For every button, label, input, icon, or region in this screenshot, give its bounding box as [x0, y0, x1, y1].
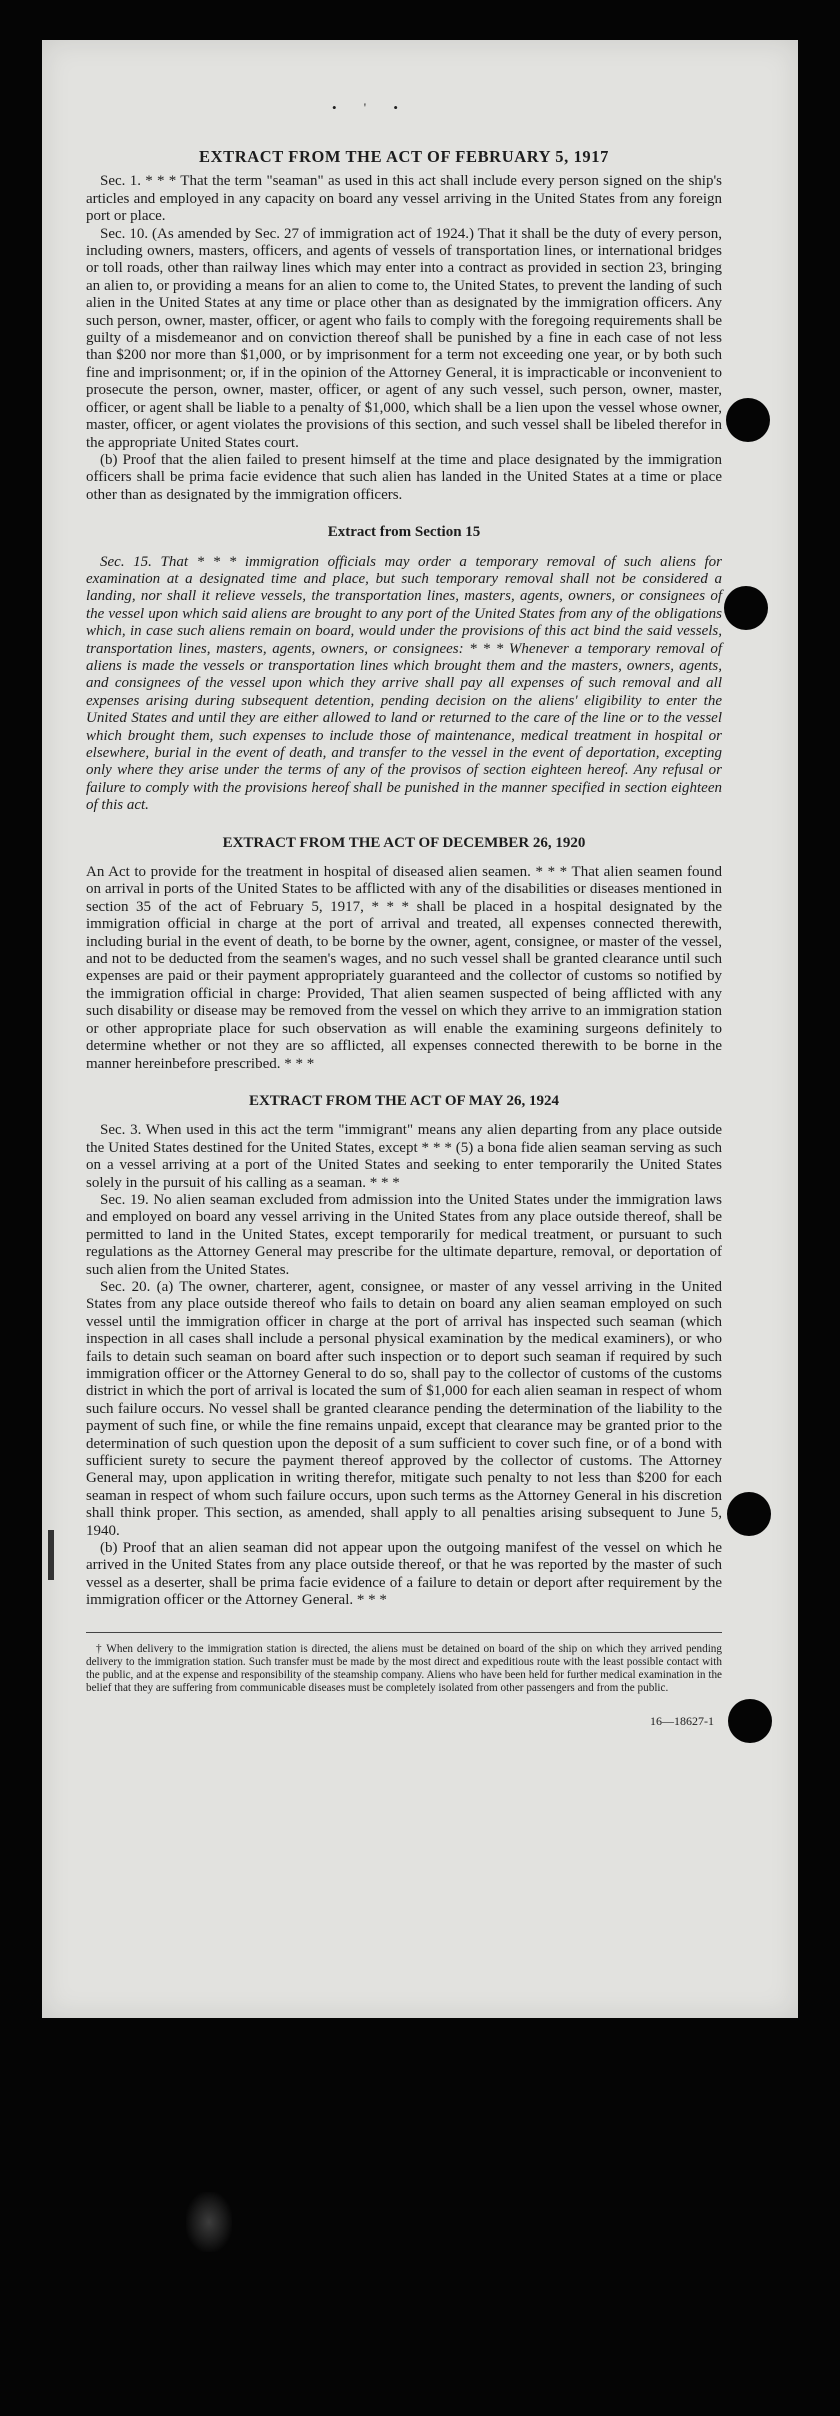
punch-hole — [726, 398, 770, 442]
heading-section-15: Extract from Section 15 — [327, 524, 481, 541]
heading-act-1924: EXTRACT FROM THE ACT OF MAY 26, 1924 — [248, 1092, 560, 1109]
heading-act-1917: EXTRACT FROM THE ACT OF FEBRUARY 5, 1917 — [199, 147, 609, 166]
section-15-paragraph: Sec. 15. That * * * immigration officials may order a temporary removal of such aliens for examination at a designated time and place, but such temporary removal shall not be considered a landing, nor shall it relieve vessels, the transportation lines, masters, agents, owners, or consignees of the vessel upon which said aliens are brought to any port of the United States from any of the obligations which, in case such aliens remain on board, would under the provisions of this act bind the said vessels, transportation lines, masters, agents, owners, or consignees: * * * Whenever a temporary removal of aliens is made the vessels or transportation lines which brought them and the masters, owners, agents, and consignees of the vessel upon which they arrive shall pay all expenses of such removal and all expenses arising during subsequent detention, pending decision on the aliens' eligibility to enter the United States and until they are either allowed to land or returned to the care of the line or to the vessel which brought them, such expenses to include those of maintenance, medical treatment in hospital or elsewhere, burial in the event of death, and transfer to the vessel in the event of deportation, excepting only where they arise under the terms of any of the provisos of section eighteen hereof. Any refusal or failure to comply with the provisions hereof shall be punished in the manner specified in section eighteen of this act. — [86, 553, 722, 814]
act-1920-paragraph: An Act to provide for the treatment in hospital of diseased alien seamen. * * * That alien seamen found on arrival in ports of the United States to be afflicted with any of the disabilities or diseases mentioned in section 35 of the act of February 5, 1917, * * * shall be placed in a hospital designated by the immigration official in charge at the port of arrival and treated, all expenses connected therewith, including burial in the event of death, to be borne by the owner, agent, consignee, or master of the vessel, and not to be deducted from the seamen's wages, and no such vessel shall be granted clearance until such expenses are paid or their payment appropriately guaranteed and the collector of customs so notified by the immigration official in charge: Provided, That alien seamen suspected of being afflicted with any such disability or disease may be removed from the vessel on which they arrive to an immigration station or other appropriate place for such observation as will enable the examining surgeons definitely to determine whether or not they are so afflicted, all expenses connected therewith to be borne in the manner hereinbefore prescribed. * * * — [86, 864, 722, 1072]
punch-hole — [727, 1492, 771, 1536]
print-code: 16—18627-1 — [650, 1713, 714, 1728]
edge-mark — [48, 1530, 54, 1580]
heading-act-1920: EXTRACT FROM THE ACT OF DECEMBER 26, 1920 — [222, 834, 586, 851]
punch-hole — [728, 1699, 772, 1743]
section-3-paragraph: Sec. 3. When used in this act the term "immigrant" means any alien departing from any place outside the United States destined for the United States, except * * * (5) a bona fide alien seaman serving as such on a vessel arriving at a port of the United States and seeking to enter temporarily the United States solely in the pursuit of his calling as a seaman. * * * — [86, 1122, 722, 1191]
document-body — [86, 148, 722, 1730]
section-20b-paragraph: (b) Proof that an alien seaman did not appear upon the outgoing manifest of the vessel on which he arrived in the United States from any place outside thereof, or that he was reported by the master of such vessel as a deserter, shall be prima facie evidence of a failure to detain or deport after requirement by the immigration officer or the Attorney General. * * * — [86, 1540, 722, 1609]
top-marks: • ' • — [332, 100, 410, 115]
section-1-paragraph: Sec. 1. * * * That the term "seaman" as used in this act shall include every person signed on the ship's articles and employed in any capacity on board any vessel arriving in the United States from any foreign port or place. — [86, 173, 722, 225]
punch-hole — [724, 586, 768, 630]
footnote: † When delivery to the immigration station is directed, the aliens must be detained on board of the ship on which they arrived pending delivery to the immigration station. Such transfer must be made by the most direct and expeditious route with the least possible contact with the public, and at the expense and responsibility of the steamship company. Aliens who have been held for further medical examination in the belief that they are suffering from communicable diseases must be completely isolated from other passengers and from the public. — [86, 1632, 722, 1695]
section-20a-paragraph: Sec. 20. (a) The owner, charterer, agent, consignee, or master of any vessel arriving in the United States from any place outside thereof who fails to detain on board any alien seaman employed on such vessel until the immigration officer in charge at the port of arrival has inspected such seaman (which inspection in all cases shall include a personal physical examination by the medical examiners), or who fails to detain such seaman on board after such inspection or to deport such seaman if required by such immigration officer or the Attorney General to do so, shall pay to the collector of customs of the customs district in which the port of arrival is located the sum of $1,000 for each alien seaman in respect of whom such failure occurs. No vessel shall be granted clearance pending the determination of the liability to the payment of such fine, or while the fine remains unpaid, except that clearance may be granted prior to the determination of such question upon the deposit of a sum sufficient to cover such fine, or of a bond with sufficient surety to secure the payment thereof approved by the collector of customs. The Attorney General may, upon application in writing therefor, mitigate such penalty to not less than $200 for each seaman in respect of whom such failure occurs, upon such terms as the Attorney General in his discretion shall think proper. This section, as amended, shall apply to all penalties arising subsequent to June 5, 1940. — [86, 1278, 722, 1539]
section-10b-paragraph: (b) Proof that the alien failed to present himself at the time and place designated by the immigration officers shall be prima facie evidence that such alien has landed in the United States at a time or place other than as designated by the immigration officers. — [86, 451, 722, 503]
smudge-mark — [186, 2192, 232, 2252]
section-19-paragraph: Sec. 19. No alien seaman excluded from admission into the United States under the immigration laws and employed on board any vessel arriving in the United States from any place outside thereof, shall be permitted to land in the United States, except temporarily for medical treatment, or pursuant to such regulations as the Attorney General may prescribe for the ultimate departure, removal, or deportation of such alien from the United States. — [86, 1191, 722, 1278]
section-10-paragraph: Sec. 10. (As amended by Sec. 27 of immigration act of 1924.) That it shall be the duty of every person, including owners, masters, officers, and agents of vessels of transportation lines, or international bridges or toll roads, other than railway lines which may enter into a contract as provided in section 23, bringing an alien to, or providing a means for an alien to come to, the United States, to prevent the landing of such alien in the United States at any time or place other than as designated by the immigration officers. Any such person, owner, master, officer, or agent who fails to comply with the foregoing requirements shall be guilty of a misdemeanor and on conviction thereof shall be punished by a fine in each case of not less than $200 nor more than $1,000, or by imprisonment for a term not exceeding one year, or by both such fine and imprisonment; or, if in the opinion of the Attorney General, it is impracticable or inconvenient to prosecute the person, owner, master, officer, or agent of any such vessel, such person, owner, master, officer, or agent shall be liable to a penalty of $1,000, which shall be a lien upon the vessel whose owner, master, officer, or agent violates the provisions of this section, and such vessel shall be libeled therefor in the appropriate United States court. — [86, 225, 722, 451]
